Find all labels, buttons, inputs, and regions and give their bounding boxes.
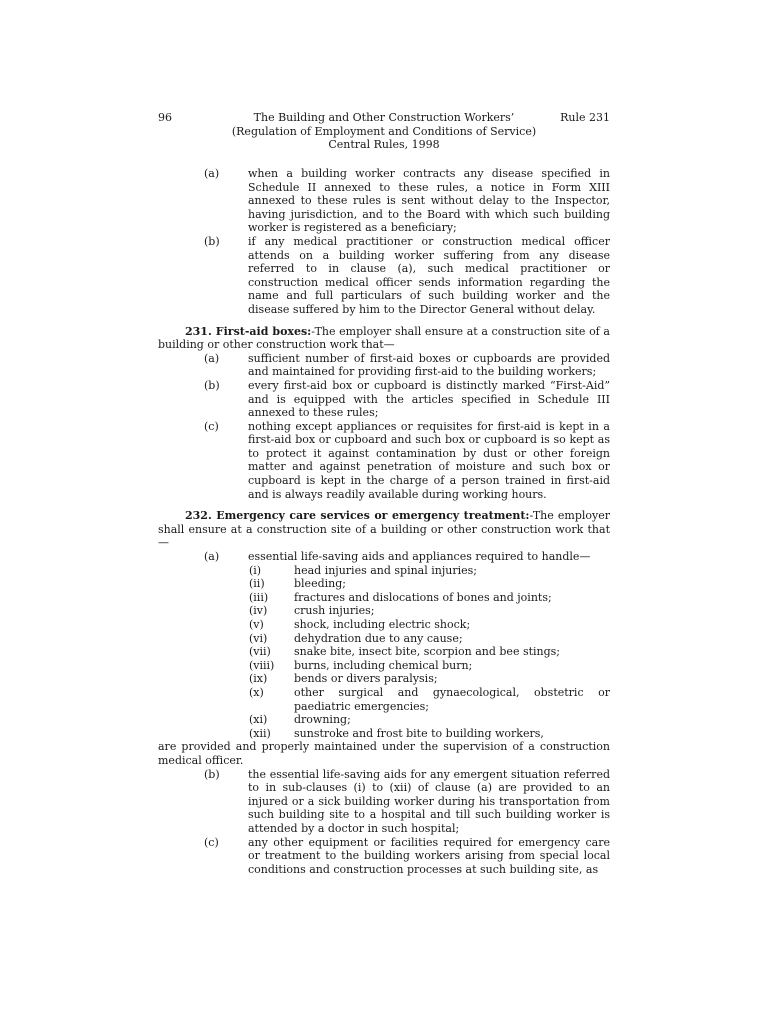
clause-label: (b) <box>204 767 220 781</box>
page-content <box>158 111 610 876</box>
subclause-label: (vi) <box>249 631 268 645</box>
subclause-label: (ix) <box>249 672 268 686</box>
subclause-label: (iii) <box>249 590 269 604</box>
subclause-text: drowning; <box>294 713 351 727</box>
subclause-item <box>158 604 610 618</box>
clause-label: (a) <box>204 550 220 564</box>
subclause-text: dehydration due to any cause; <box>294 631 463 645</box>
clause-label: (b) <box>204 378 220 392</box>
rule-231-paragraph <box>158 325 610 352</box>
clause-text: any other equipment or facilities required for emergency care or treatment to the building workers arising from special local conditions and construction processes at such building site, as <box>248 835 610 876</box>
clause-item <box>158 768 610 836</box>
subclause-item <box>158 564 610 578</box>
subclause-label: (vii) <box>249 645 271 659</box>
subclause-item <box>158 713 610 727</box>
subclause-item <box>158 577 610 591</box>
clause-text: every first-aid box or cupboard is distinctly marked “First-Aid” and is equipped with the articles specified in Schedule III annexed to these rules; <box>248 378 610 420</box>
clause-text: the essential life-saving aids for any emergent situation referred to in sub-clauses (i) to (xii) of clause (a) are provided to an injured or a sick building worker during his transportation from such building site to a hospital and till such building worker is attended by a doctor in such hospital; <box>248 767 610 835</box>
rule-reference: Rule 231 <box>560 111 610 124</box>
title-line-3: Central Rules, 1998 <box>328 138 440 152</box>
clause-text: sufficient number of first-aid boxes or cupboards are provided and maintained for providing first-aid to the building workers; <box>248 351 610 379</box>
rule-231-heading: 231. First-aid boxes: <box>185 324 312 338</box>
clause-label: (b) <box>204 234 220 248</box>
clause-item <box>158 379 610 420</box>
rule-232-text: -The employer shall ensure at a construction site of a building or other construction work that— <box>158 509 611 550</box>
subclause-label: (viii) <box>249 658 275 672</box>
clause-text: when a building worker contracts any disease specified in Schedule II annexed to these rules, a notice in Form XIII annexed to these rules is sent without delay to the Inspector, having jurisdiction, and to the Board with which such building worker is registered as a beneficiary; <box>248 167 610 235</box>
rule-232-heading: 232. Emergency care services or emergency treatment: <box>185 509 530 523</box>
after-list-paragraph: are provided and properly maintained under the supervision of a construction medical officer. <box>158 740 610 767</box>
subclause-text: head injuries and spinal injuries; <box>294 563 477 577</box>
subclause-label: (iv) <box>249 604 268 618</box>
subclause-text: burns, including chemical burn; <box>294 658 473 672</box>
clause-text: nothing except appliances or requisites for first-aid is kept in a first-aid box or cupboard and such box or cupboard is so kept as to protect it against contamination by dust or other foreign matter and against penetration of moisture and such box or cupboard is kept in the charge of a person trained in first-aid and is always readily available during working hours. <box>248 419 610 501</box>
subclause-text: other surgical and gynaecological, obstetric or paediatric emergencies; <box>294 685 610 713</box>
subclause-label: (v) <box>249 618 264 631</box>
subclause-text: bleeding; <box>294 577 346 591</box>
subclause-text: bends or divers paralysis; <box>294 672 438 686</box>
subclause-text: shock, including electric shock; <box>294 618 471 631</box>
subclause-text: sunstroke and frost bite to building workers, <box>294 726 544 740</box>
subclause-text: crush injuries; <box>294 604 375 618</box>
subclause-item <box>158 591 610 605</box>
subclause-item <box>158 727 610 741</box>
subclause-label: (x) <box>249 685 264 699</box>
subclause-label: (xi) <box>249 713 268 727</box>
subclause-item <box>158 632 610 646</box>
subclause-text: fractures and dislocations of bones and joints; <box>294 590 552 604</box>
clause-label: (c) <box>204 835 219 849</box>
rule-232-paragraph <box>158 509 610 550</box>
subclause-label: (xii) <box>249 726 271 740</box>
clause-item <box>158 352 610 379</box>
clause-label: (c) <box>204 419 219 433</box>
subclause-item <box>158 672 610 686</box>
page-header <box>158 111 610 152</box>
page-title <box>158 111 610 152</box>
clause-item <box>158 167 610 235</box>
clause-item <box>158 836 610 877</box>
subclause-item <box>158 645 610 659</box>
title-line-1: The Building and Other Construction Workers’ <box>253 111 515 124</box>
clause-item <box>158 235 610 317</box>
clause-item <box>158 550 610 564</box>
clause-label: (a) <box>204 351 220 365</box>
title-line-2: (Regulation of Employment and Conditions of Service) <box>231 124 537 138</box>
clause-text: essential life-saving aids and appliances required to handle— <box>248 550 591 564</box>
clause-text: if any medical practitioner or construction medical officer attends on a building worker suffering from any disease referred to in clause (a), such medical practitioner or construction medical officer sends information regarding the name and full particulars of such building worker and the disease suffered by him to the Director General without delay. <box>248 234 610 316</box>
subclause-item <box>158 686 610 713</box>
subclause-text: snake bite, insect bite, scorpion and bee stings; <box>294 645 561 659</box>
clause-label: (a) <box>204 167 220 180</box>
subclause-label: (ii) <box>249 577 265 591</box>
page-number: 96 <box>158 111 172 124</box>
clause-item <box>158 420 610 502</box>
rule-231-text: -The employer shall ensure at a construction site of a building or other construction work that— <box>158 324 610 352</box>
subclause-label: (i) <box>249 563 262 577</box>
subclause-item <box>158 618 610 632</box>
subclause-item <box>158 659 610 673</box>
